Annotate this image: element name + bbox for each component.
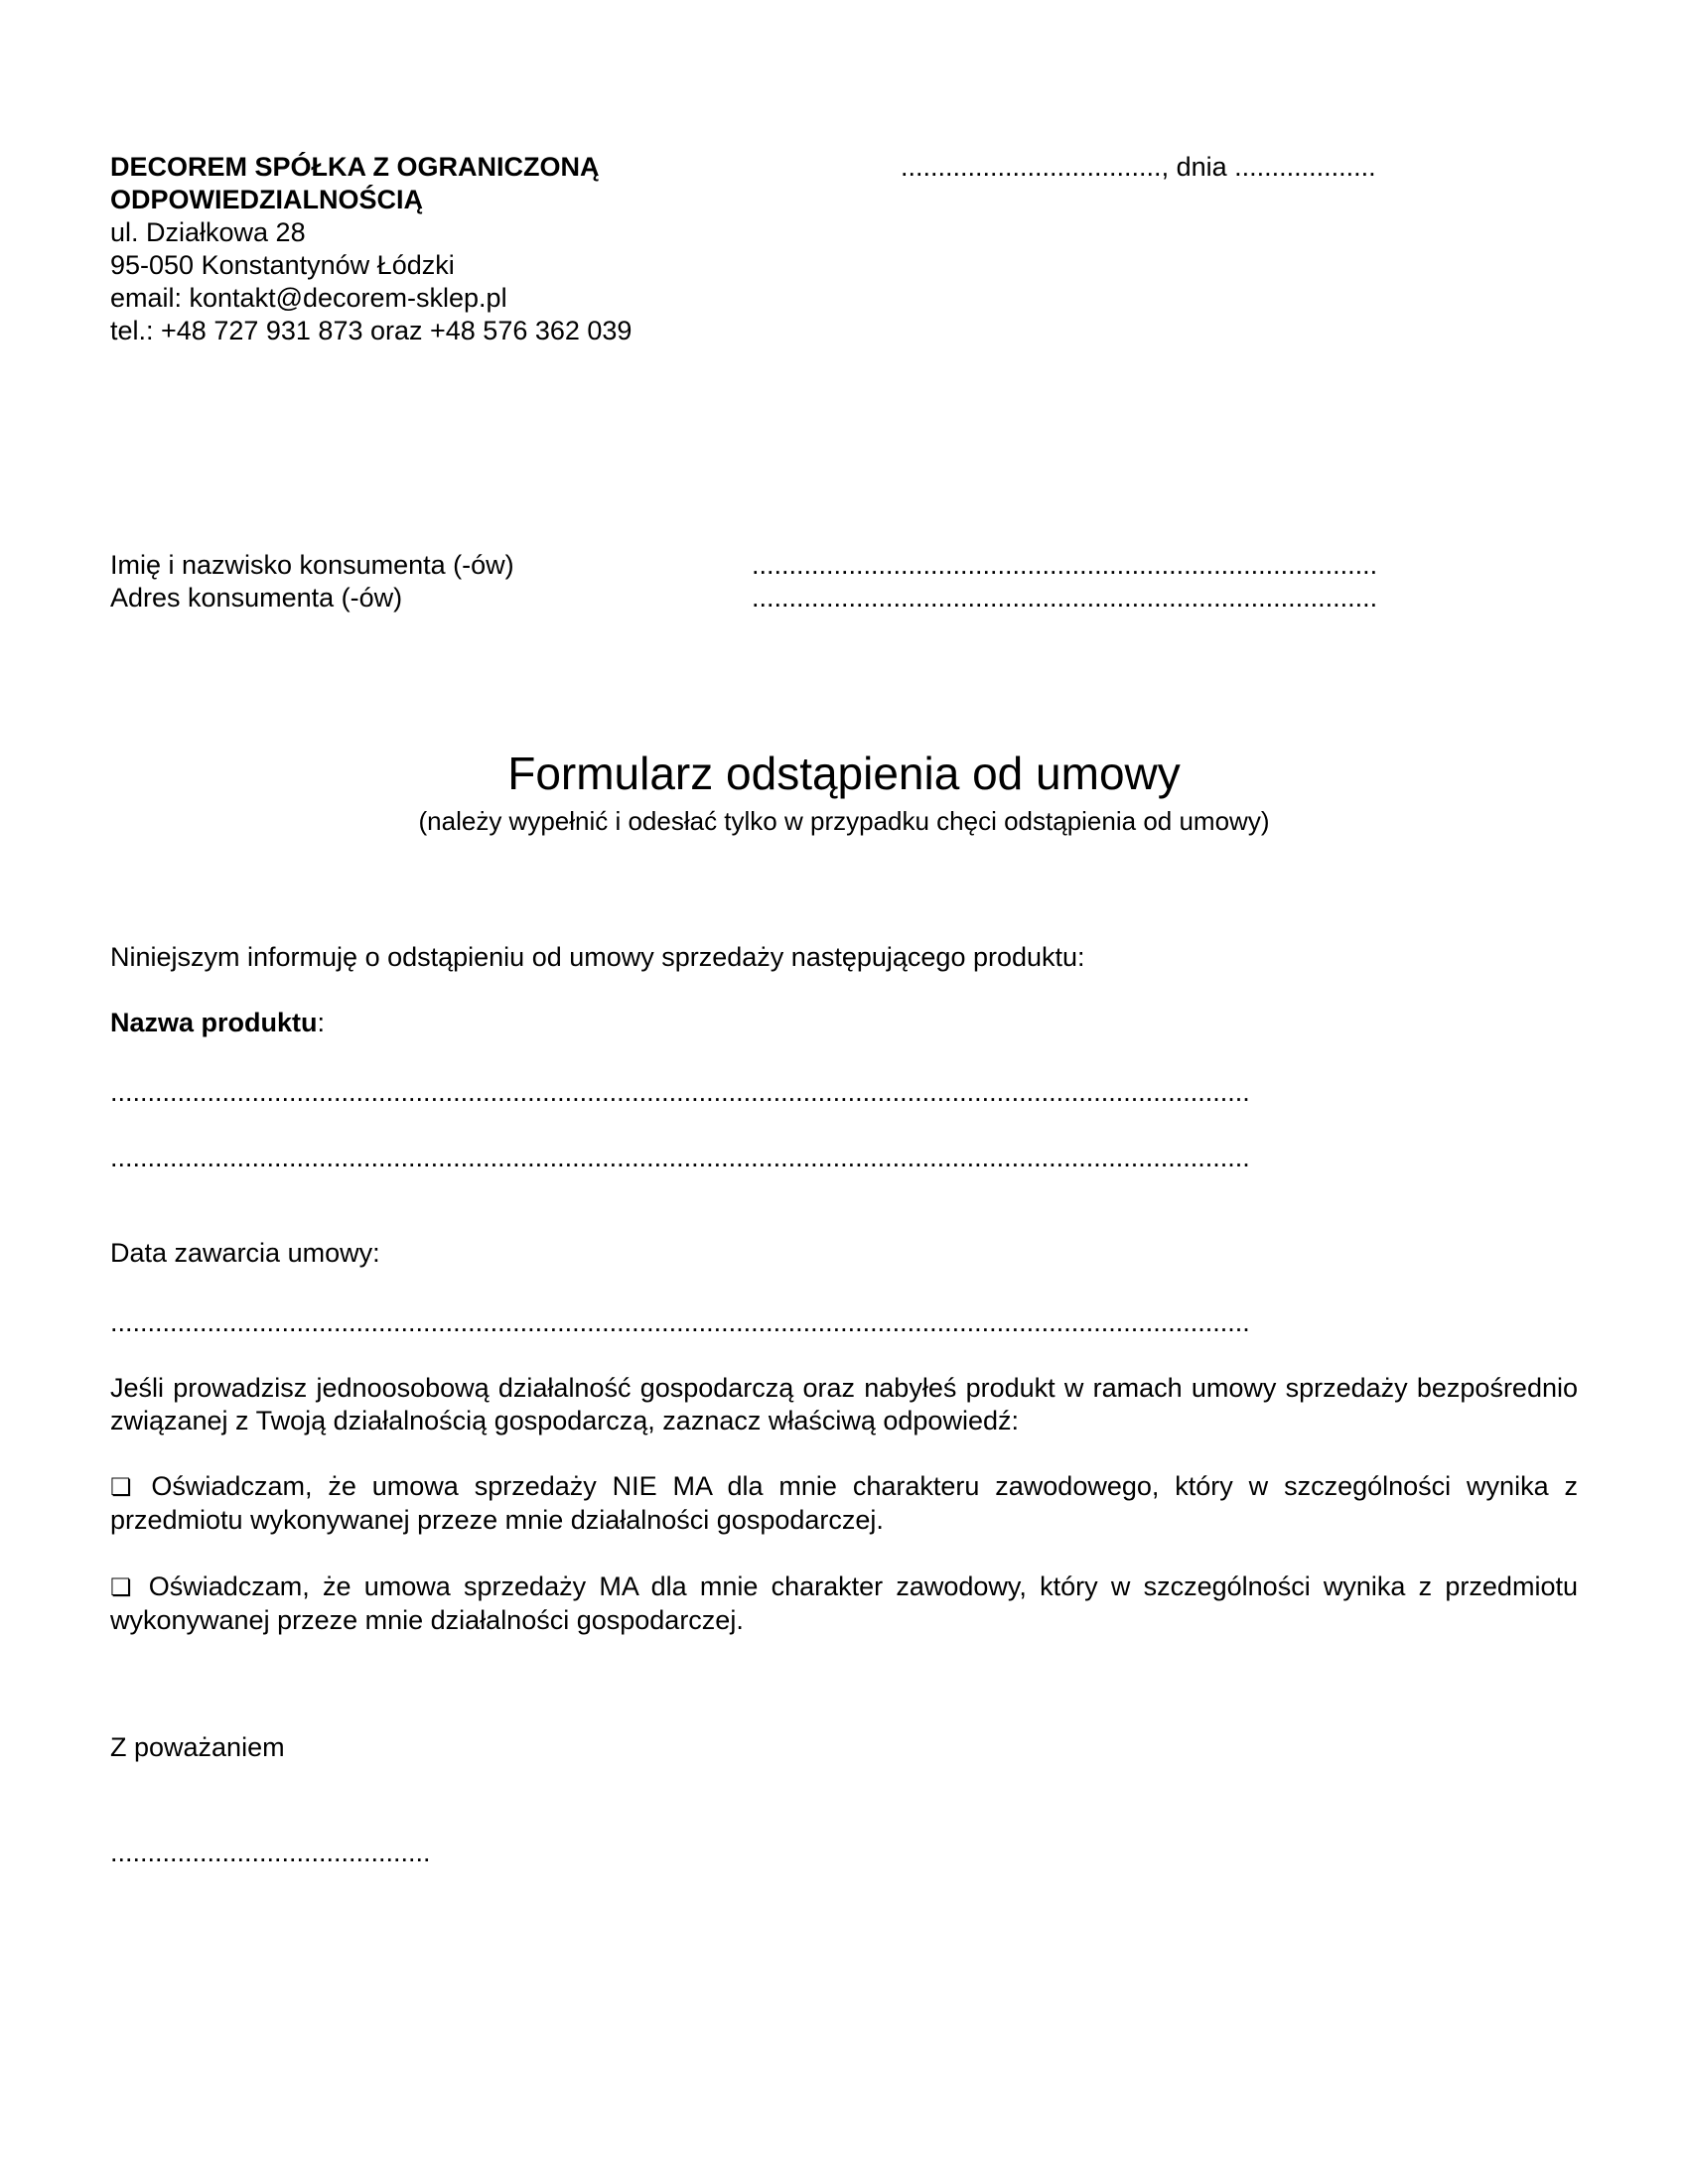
option-professional-text: Oświadczam, że umowa sprzedaży MA dla mnie charakter zawodowy, który w szczególności wynika z przedmiotu wykonywanej przeze mnie działalności gospodarczej. — [110, 1571, 1578, 1635]
consumer-name-blank[interactable]: .................................................................................... — [752, 550, 1378, 580]
place-blank[interactable]: ................................... — [901, 152, 1162, 182]
date-separator: , dnia — [1161, 152, 1227, 182]
signature-blank[interactable]: ........................................... — [110, 1838, 431, 1867]
seller-street: ul. Działkowa 28 — [110, 217, 306, 247]
form-title: Formularz odstąpienia od umowy — [507, 748, 1181, 799]
consumer-name-row — [110, 549, 1401, 582]
product-name-blank-2[interactable]: ......................................................................................................................................................... — [110, 1143, 1250, 1172]
product-name-blank-1[interactable]: ......................................................................................................................................................... — [110, 1077, 1250, 1107]
consumer-details — [110, 549, 1401, 614]
seller-name-line-1: DECOREM SPÓŁKA Z OGRANICZONĄ — [110, 152, 600, 182]
seller-address-block — [110, 151, 666, 347]
option-professional — [110, 1570, 1578, 1637]
seller-email: email: kontakt@decorem-sklep.pl — [110, 283, 507, 313]
closing-phrase: Z poważaniem — [110, 1732, 285, 1762]
consumer-address-row — [110, 582, 1401, 614]
seller-name-line-2: ODPOWIEDZIALNOŚCIĄ — [110, 185, 423, 214]
intro-text: Niniejszym informuję o odstąpieniu od umowy sprzedaży następującego produktu: — [110, 942, 1085, 972]
place-and-date — [901, 151, 1376, 184]
date-blank[interactable]: ................... — [1234, 152, 1376, 182]
option-not-professional-text: Oświadczam, że umowa sprzedaży NIE MA dla mnie charakteru zawodowego, który w szczególności wynika z przedmiotu wykonywanej przeze mnie działalności gospodarczej. — [110, 1471, 1578, 1535]
seller-city: 95-050 Konstantynów Łódzki — [110, 250, 455, 280]
checkbox-icon[interactable]: ❏ — [110, 1574, 132, 1601]
product-name-label-text: Nazwa produktu — [110, 1008, 318, 1037]
consumer-name-label: Imię i nazwisko konsumenta (-ów) — [110, 550, 514, 580]
product-name-label — [110, 1007, 325, 1039]
checkbox-icon[interactable]: ❏ — [110, 1474, 132, 1501]
product-name-label-colon: : — [317, 1008, 326, 1037]
form-subtitle: (należy wypełnić i odesłać tylko w przypadku chęci odstąpienia od umowy) — [418, 806, 1270, 836]
consumer-address-blank[interactable]: .................................................................................... — [752, 583, 1378, 613]
business-note: Jeśli prowadzisz jednoosobową działalność gospodarczą oraz nabyłeś produkt w ramach umowy sprzedaży bezpośrednio związanej z Twoją działalnością gospodarczą, zaznacz właściwą odpowiedź: — [110, 1373, 1578, 1435]
consumer-address-label: Adres konsumenta (-ów) — [110, 583, 403, 613]
contract-date-label: Data zawarcia umowy: — [110, 1238, 380, 1268]
option-not-professional — [110, 1470, 1578, 1537]
seller-phone: tel.: +48 727 931 873 oraz +48 576 362 039 — [110, 316, 633, 345]
contract-date-blank[interactable]: ......................................................................................................................................................... — [110, 1307, 1250, 1337]
